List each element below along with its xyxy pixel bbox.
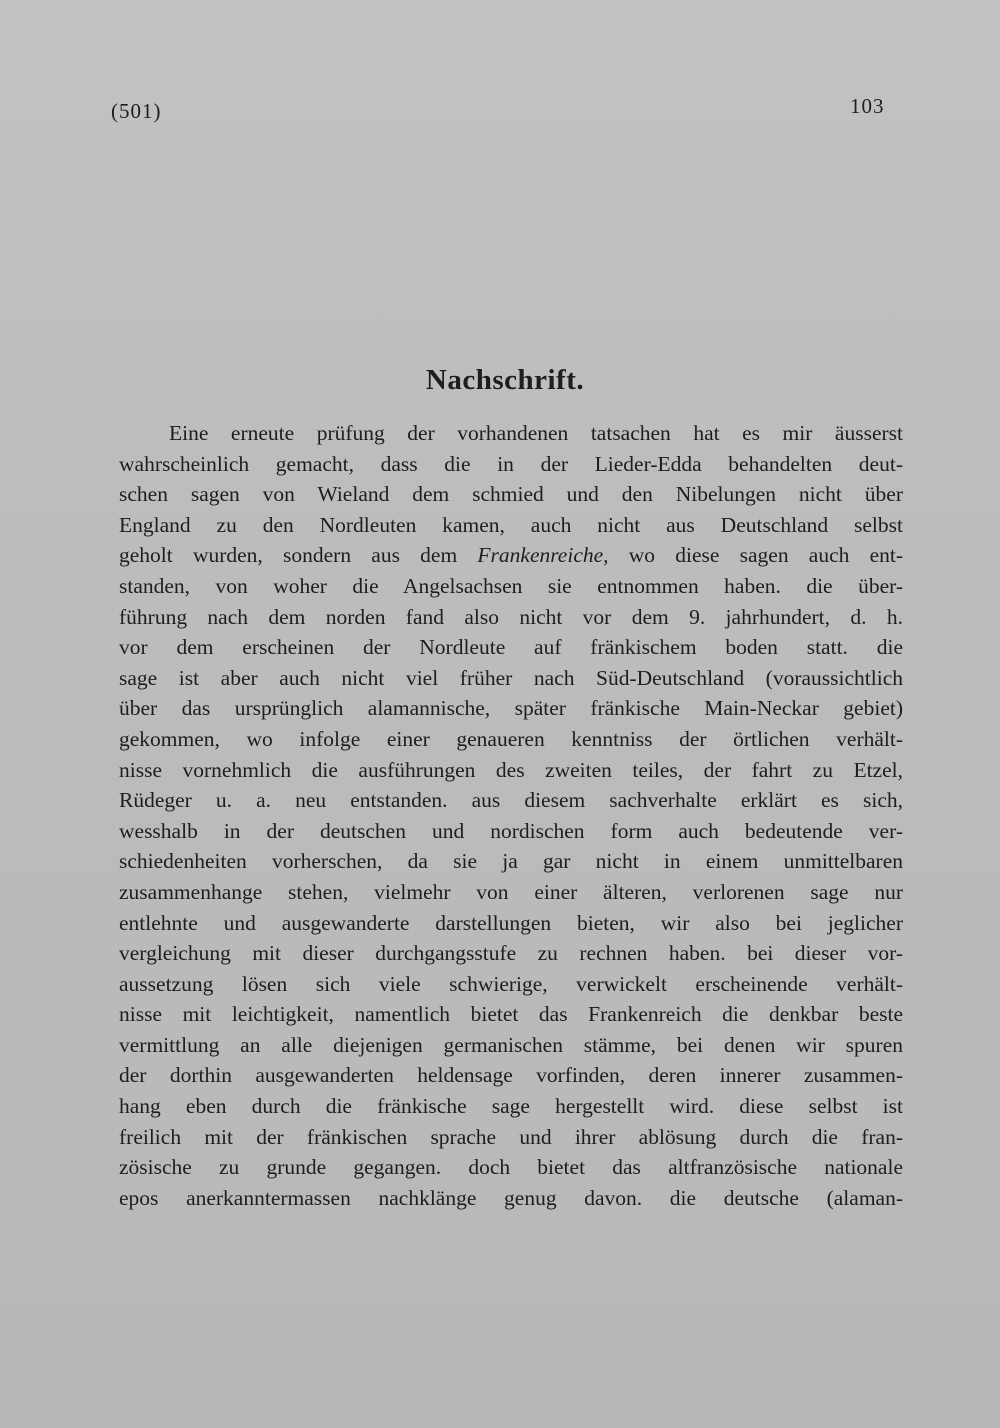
italic-term: Frankenreiche,	[477, 543, 609, 568]
text-line: aussetzung lösen sich viele schwierige, verwickelt erscheinende verhält-	[119, 971, 903, 996]
text-line: entlehnte und ausgewanderte darstellungen bieten, wir also bei jeglicher	[119, 910, 903, 935]
text-line: nisse mit leichtigkeit, namentlich bietet das Frankenreich die denkbar beste	[119, 1002, 903, 1027]
body-paragraph	[119, 418, 903, 1213]
text-line: Eine erneute prüfung der vorhandenen tatsachen hat es mir äusserst	[169, 421, 903, 445]
text-line: zösische zu grunde gegangen. doch bietet das altfranzösische nationale	[119, 1155, 903, 1180]
text-line: standen, von woher die Angelsachsen sie entnommen haben. die über-	[119, 573, 903, 598]
text-line: sage ist aber auch nicht viel früher nach Süd-Deutschland (voraussichtlich	[119, 665, 903, 690]
text-line: über das ursprünglich alamannische, später fränkische Main-Neckar gebiet)	[119, 696, 903, 721]
text-line: England zu den Nordleuten kamen, auch nicht aus Deutschland selbst	[119, 512, 903, 537]
text-line: wahrscheinlich gemacht, dass die in der Lieder-Edda behandelten deut-	[119, 451, 903, 476]
text-line: wesshalb in der deutschen und nordischen form auch bedeutende ver-	[119, 818, 903, 843]
text-line: freilich mit der fränkischen sprache und ihrer ablösung durch die fran-	[119, 1124, 903, 1149]
text-line: hang eben durch die fränkische sage hergestellt wird. diese selbst ist	[119, 1094, 903, 1119]
text-line: gekommen, wo infolge einer genaueren kenntniss der örtlichen verhält-	[119, 726, 903, 751]
text-line: Rüdeger u. a. neu entstanden. aus diesem sachverhalte erklärt es sich,	[119, 788, 903, 813]
text-line: schen sagen von Wieland dem schmied und den Nibelungen nicht über	[119, 482, 903, 507]
text-line: vermittlung an alle diejenigen germanischen stämme, bei denen wir spuren	[119, 1032, 903, 1057]
section-title: Nachschrift.	[425, 364, 585, 396]
text-line: schiedenheiten vorherschen, da sie ja gar nicht in einem unmittelbaren	[119, 849, 903, 874]
page-number: 103	[850, 94, 885, 118]
text-line: der dorthin ausgewanderten heldensage vorfinden, deren innerer zusammen-	[119, 1063, 903, 1088]
text-line: epos anerkanntermassen nachklänge genug davon. die deutsche (alaman-	[119, 1185, 903, 1210]
text-line: führung nach dem norden fand also nicht vor dem 9. jahrhundert, d. h.	[119, 604, 903, 629]
page-number-bracketed: (501)	[111, 99, 162, 123]
text-line: zusammenhange stehen, vielmehr von einer älteren, verlorenen sage nur	[119, 879, 903, 904]
text-line: vergleichung mit dieser durchgangsstufe zu rechnen haben. bei dieser vor-	[119, 941, 903, 966]
text-line: nisse vornehmlich die ausführungen des zweiten teiles, der fahrt zu Etzel,	[119, 757, 903, 782]
text-line: geholt wurden, sondern aus dem Frankenreiche, wo diese sagen auch ent-	[119, 543, 904, 568]
text-line: vor dem erscheinen der Nordleute auf fränkischem boden statt. die	[119, 635, 903, 660]
